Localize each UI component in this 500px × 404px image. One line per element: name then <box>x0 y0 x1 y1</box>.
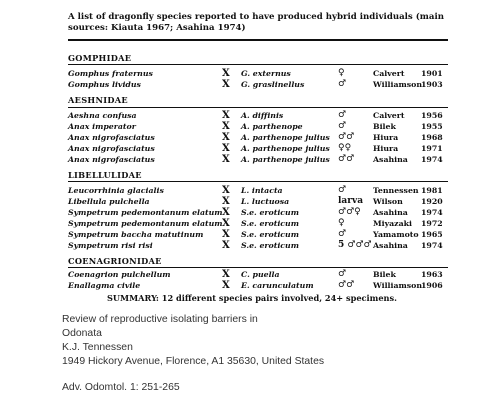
year: 1955 <box>421 122 443 131</box>
species-name: Aeshna confusa <box>68 111 137 120</box>
sex-symbol: ♂ <box>338 121 347 131</box>
header-rule <box>68 39 448 41</box>
cross-mark: X <box>222 269 230 280</box>
year: 1965 <box>421 230 443 239</box>
partner-species: G. graslinellus <box>241 80 305 89</box>
author: Wilson <box>373 197 403 206</box>
author: Asahina <box>373 241 408 250</box>
citation-author: K.J. Tennessen <box>62 342 133 353</box>
author: Miyazaki <box>373 219 413 228</box>
year: 1901 <box>421 69 443 78</box>
cross-mark: X <box>222 121 230 132</box>
cross-mark: X <box>222 218 230 229</box>
partner-species: E. carunculatum <box>241 281 314 290</box>
table-row <box>50 69 455 80</box>
year: 1956 <box>421 111 443 120</box>
partner-species: S.e. eroticum <box>241 241 299 250</box>
sex-symbol: ♀♀ <box>338 143 352 153</box>
table-row <box>50 80 455 91</box>
cross-mark: X <box>222 154 230 165</box>
year: 1963 <box>421 270 443 279</box>
year: 1971 <box>421 144 443 153</box>
cross-mark: X <box>222 229 230 240</box>
cross-mark: X <box>222 68 230 79</box>
table-row <box>50 133 455 144</box>
table-row <box>50 241 455 252</box>
cross-mark: X <box>222 110 230 121</box>
author: Hiura <box>373 133 399 142</box>
sex-symbol: ♂ <box>338 79 347 89</box>
sex-symbol: ♂ <box>338 185 347 195</box>
author: Hiura <box>373 144 399 153</box>
species-name: Anax imperator <box>68 122 136 131</box>
family-rule <box>68 107 448 108</box>
author: Bilek <box>373 122 396 131</box>
author: Williamson <box>373 80 423 89</box>
year: 1972 <box>421 219 443 228</box>
table-row <box>50 122 455 133</box>
cross-mark: X <box>222 79 230 90</box>
cross-mark: X <box>222 185 230 196</box>
family-rule <box>68 181 448 182</box>
species-name: Enallagma civile <box>68 281 141 290</box>
author: Asahina <box>373 208 408 217</box>
species-name: Libellula pulchella <box>68 197 150 206</box>
year: 1981 <box>421 186 443 195</box>
species-name: Gomphus fraternus <box>68 69 153 78</box>
family-heading: COENAGRIONIDAE <box>68 256 162 266</box>
partner-species: A. parthenope julius <box>241 133 330 142</box>
sex-symbol: ♀ <box>338 68 345 78</box>
family-rule <box>68 267 448 268</box>
table-row <box>50 208 455 219</box>
family-heading: GOMPHIDAE <box>68 53 132 63</box>
species-name: Gomphus lividus <box>68 80 141 89</box>
sex-symbol: ♂ <box>338 110 347 120</box>
sex-symbol: ♀ <box>338 218 345 228</box>
cross-mark: X <box>222 132 230 143</box>
citation-title-line2: Odonata <box>62 328 102 339</box>
partner-species: A. parthenope <box>241 122 303 131</box>
citation-address: 1949 Hickory Avenue, Florence, A1 35630, United States <box>62 356 325 367</box>
cross-mark: X <box>222 240 230 251</box>
species-name: Anax nigrofasciatus <box>68 155 155 164</box>
year: 1974 <box>421 241 443 250</box>
sex-symbol: 5 ♂♂♂ <box>338 240 372 250</box>
partner-species: C. puella <box>241 270 280 279</box>
partner-species: A. parthenope julius <box>241 155 330 164</box>
table-row <box>50 219 455 230</box>
partner-species: L. luctuosa <box>241 197 290 206</box>
year: 1974 <box>421 208 443 217</box>
citation-title-line1: Review of reproductive isolating barriers in <box>62 314 258 325</box>
author: Bilek <box>373 270 396 279</box>
sex-symbol: ♂ <box>338 269 347 279</box>
document-header: A list of dragonfly species reported to have produced hybrid individuals (main sources: Kiauta 1967; Asahina 1974) <box>68 12 444 33</box>
species-name: Sympetrum baccha matutinum <box>68 230 204 239</box>
author: Calvert <box>373 111 405 120</box>
author: Calvert <box>373 69 405 78</box>
summary-line: SUMMARY: 12 different species pairs involved, 24+ specimens. <box>107 293 397 303</box>
year: 1974 <box>421 155 443 164</box>
citation-journal: Adv. Odomtol. 1: 251-265 <box>62 382 180 393</box>
species-name: Sympetrum pedemontanum elatum <box>68 219 223 228</box>
sex-symbol: ♂♂♀ <box>338 207 361 217</box>
partner-species: G. externus <box>241 69 291 78</box>
species-name: Leucorrhinia glacialis <box>68 186 164 195</box>
family-rule <box>68 64 448 65</box>
sex-symbol: ♂♂ <box>338 132 355 142</box>
cross-mark: X <box>222 196 230 207</box>
sex-symbol: larva <box>338 196 364 206</box>
year: 1903 <box>421 80 443 89</box>
author: Tennessen <box>373 186 419 195</box>
year: 1920 <box>421 197 443 206</box>
table-row <box>50 186 455 197</box>
cross-mark: X <box>222 143 230 154</box>
table-row <box>50 197 455 208</box>
species-name: Sympetrum pedemontanum elatum <box>68 208 223 217</box>
author: Yamamoto <box>373 230 419 239</box>
author: Williamson <box>373 281 423 290</box>
author: Asahina <box>373 155 408 164</box>
partner-species: A. diffinis <box>241 111 284 120</box>
table-row <box>50 230 455 241</box>
partner-species: L. intacta <box>241 186 283 195</box>
table-row <box>50 155 455 166</box>
cross-mark: X <box>222 280 230 291</box>
table-row <box>50 111 455 122</box>
sex-symbol: ♂ <box>338 229 347 239</box>
species-name: Anax nigrofasciatus <box>68 144 155 153</box>
family-heading: LIBELLULIDAE <box>68 170 142 180</box>
family-heading: AESHNIDAE <box>68 95 128 105</box>
species-name: Coenagrion pulchellum <box>68 270 171 279</box>
partner-species: A. parthenope julius <box>241 144 330 153</box>
partner-species: S.e. eroticum <box>241 230 299 239</box>
table-row <box>50 144 455 155</box>
document-scan <box>50 0 455 310</box>
table-row <box>50 281 455 292</box>
cross-mark: X <box>222 207 230 218</box>
species-name: Anax nigrofasciatus <box>68 133 155 142</box>
year: 1968 <box>421 133 443 142</box>
partner-species: S.e. eroticum <box>241 208 299 217</box>
partner-species: S.e. eroticum <box>241 219 299 228</box>
table-row <box>50 270 455 281</box>
species-name: Sympetrum risi risi <box>68 241 153 250</box>
year: 1906 <box>421 281 443 290</box>
sex-symbol: ♂♂ <box>338 154 355 164</box>
sex-symbol: ♂♂ <box>338 280 355 290</box>
